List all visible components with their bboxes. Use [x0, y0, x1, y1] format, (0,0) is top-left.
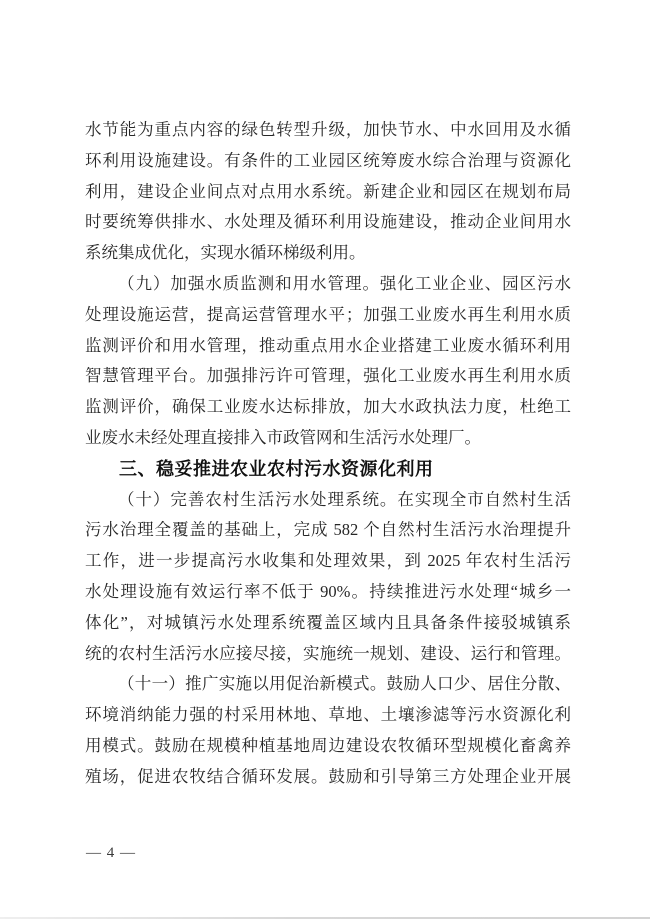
text-line: 监测评价和用水管理，推动重点用水企业搭建工业废水循环利用: [85, 335, 571, 355]
text-line: 水处理设施有效运行率不低于 90%。持续推进污水处理“城乡一: [85, 581, 571, 601]
text-line: 处理设施运营，提高运营管理水平；加强工业废水再生利用水质: [85, 304, 571, 324]
text-line: 水节能为重点内容的绿色转型升级，加快节水、中水回用及水循: [85, 120, 571, 139]
text-line: 体化”，对城镇污水处理系统覆盖区域内且具备条件接驳城镇系: [85, 612, 571, 632]
section-heading: [85, 454, 571, 485]
text-line: （九）加强水质监测和用水管理。强化工业企业、园区污水: [118, 273, 571, 293]
text-line: 监测评价，确保工业废水达标排放，加大水政执法力度，杜绝工: [85, 397, 571, 417]
paragraph-item-eleven: [85, 669, 571, 792]
paragraph-item-nine: [85, 269, 571, 454]
section-heading-text: 三、稳妥推进农业农村污水资源化利用: [119, 458, 434, 479]
text-line: 智慧管理平台。加强排污许可管理，强化工业废水再生利用水质: [85, 366, 571, 386]
text-line: 殖场，促进农牧结合循环发展。鼓励和引导第三方处理企业开展: [85, 766, 571, 786]
text-line: 环利用设施建设。有条件的工业园区统筹废水综合治理与资源化: [85, 150, 571, 170]
paragraph-continuation: [85, 115, 571, 269]
text-line: （十一）推广实施以用促治新模式。鼓励人口少、居住分散、: [118, 674, 571, 694]
text-line: 环境消纳能力强的村采用林地、草地、土壤渗滤等污水资源化利: [85, 705, 571, 725]
text-line: 统的农村生活污水应接尽接，实施统一规划、建设、运行和管理。: [85, 643, 571, 663]
text-line: 污水治理全覆盖的基础上，完成 582 个自然村生活污水治理提升: [85, 520, 571, 540]
page-footer: [86, 843, 136, 863]
page-number: — 4 —: [86, 845, 136, 861]
text-line: （十）完善农村生活污水处理系统。在实现全市自然村生活: [118, 489, 571, 509]
text-line: 利用，建设企业间点对点用水系统。新建企业和园区在规划布局: [85, 181, 571, 201]
text-line: 时要统筹供排水、水处理及循环利用设施建设，推动企业间用水: [85, 212, 571, 232]
text-line: 工作，进一步提高污水收集和处理效果，到 2025 年农村生活污: [85, 551, 571, 571]
text-line: 系统集成优化，实现水循环梯级利用。: [85, 243, 366, 263]
document-body: [85, 115, 571, 793]
text-line: 业废水未经处理直接排入市政管网和生活污水处理厂。: [85, 427, 481, 447]
text-line: 用模式。鼓励在规模种植基地周边建设农牧循环型规模化畜禽养: [85, 735, 571, 755]
paragraph-item-ten: [85, 485, 571, 670]
